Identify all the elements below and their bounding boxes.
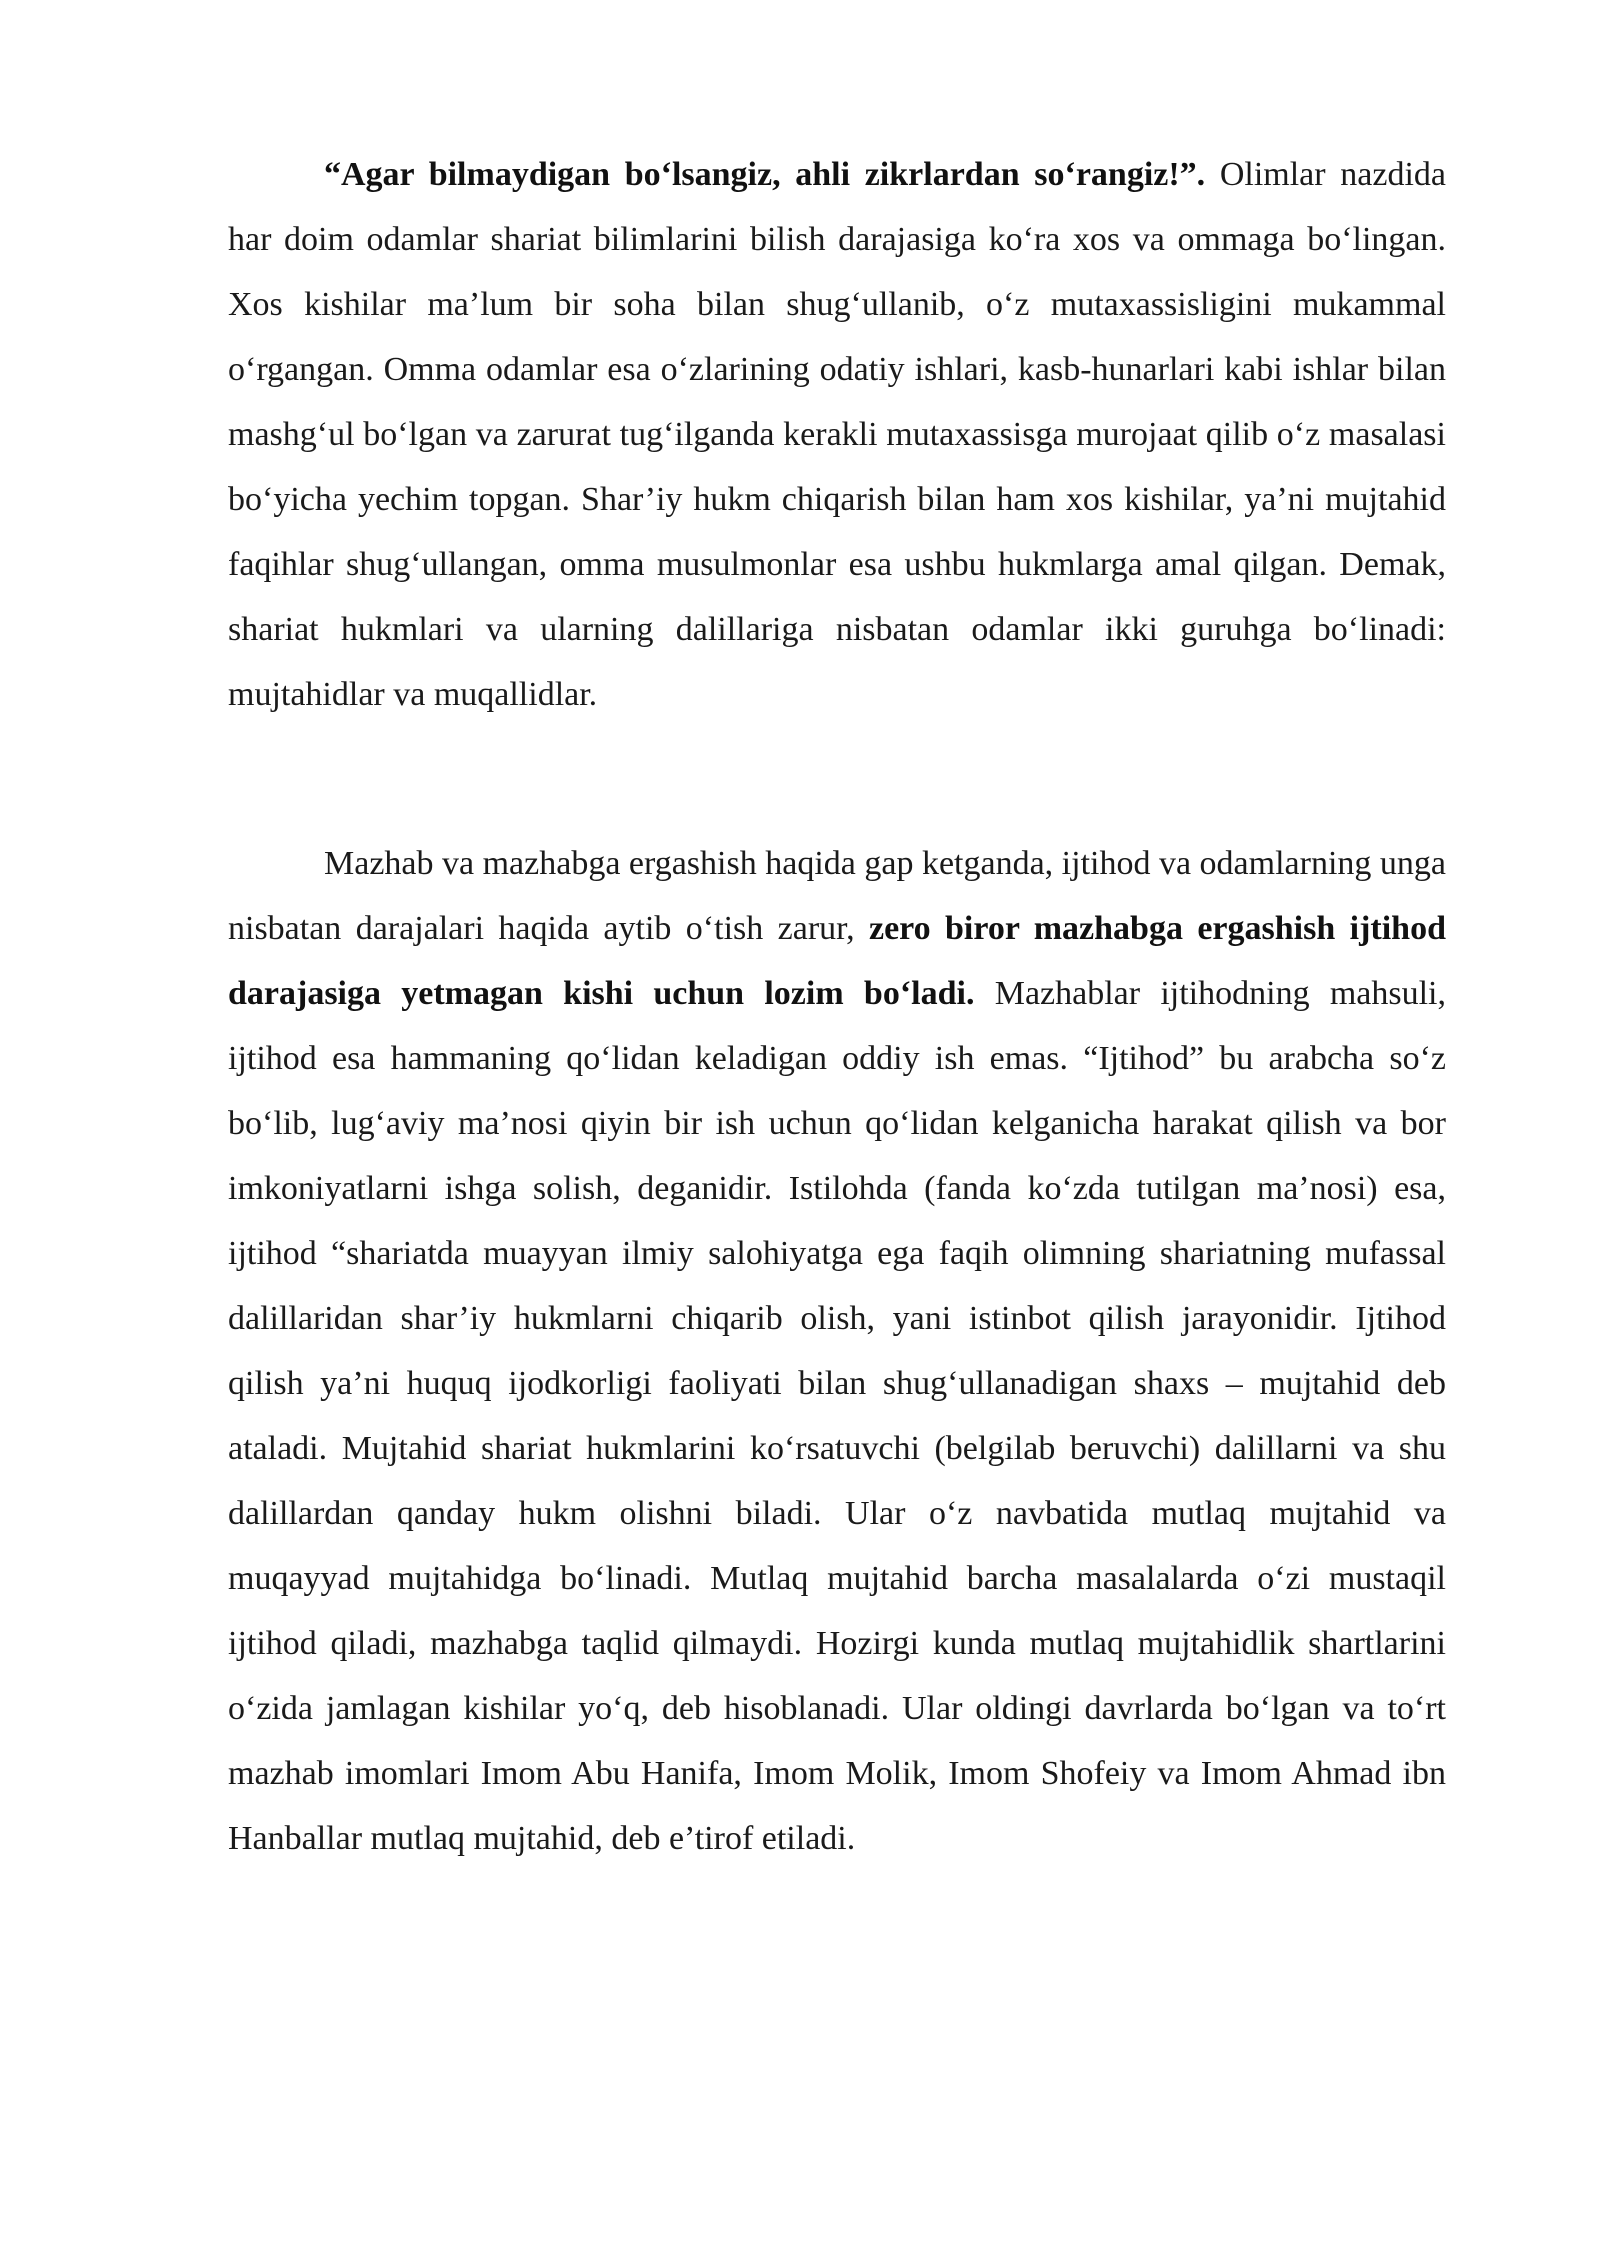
paragraph-2 xyxy=(228,831,1446,1871)
quote-bold-lead: “Agar bilmaydigan bo‘lsangiz, ahli zikrlardan so‘rangiz!”. xyxy=(324,156,1206,193)
paragraph-2-bold-statement: zero biror mazhabga ergashish ijtihod darajasiga yetmagan kishi uchun lozim bo‘ladi. xyxy=(228,910,1446,1012)
paragraph-2-text-before: Mazhab va mazhabga ergashish haqida gap ketganda, ijtihod va odamlarning unga nisbatan darajalari haqida aytib o‘tish zarur, xyxy=(228,845,1446,947)
paragraph-1 xyxy=(228,142,1446,727)
paragraph-1-text: Olimlar nazdida har doim odamlar shariat bilimlarini bilish darajasiga ko‘ra xos va ommaga bo‘lingan. Xos kishilar ma’lum bir soha bilan shug‘ullanib, o‘z mutaxassisligini mukammal o‘rgangan. Omma odamlar esa o‘zlarining odatiy ishlari, kasb-hunarlari kabi ishlar bilan mashg‘ul bo‘lgan va zarurat tug‘ilganda kerakli mutaxassisga murojaat qilib o‘z masalasi bo‘yicha yechim topgan. Shar’iy hukm chiqarish bilan ham xos kishilar, ya’ni mujtahid faqihlar shug‘ullangan, omma musulmonlar esa ushbu hukmlarga amal qilgan. Demak, shariat hukmlari va ularning dalillariga nisbatan odamlar ikki guruhga bo‘linadi: mujtahidlar va muqallidlar. xyxy=(228,156,1446,713)
paragraph-2-text-after: Mazhablar ijtihodning mahsuli, ijtihod esa hammaning qo‘lidan keladigan oddiy ish emas. “Ijtihod” bu arabcha so‘z bo‘lib, lug‘aviy ma’nosi qiyin bir ish uchun qo‘lidan kelganicha harakat qilish va bor imkoniyatlarni ishga solish, deganidir. Istilohda (fanda ko‘zda tutilgan ma’nosi) esa, ijtihod “shariatda muayyan ilmiy salohiyatga ega faqih olimning shariatning mufassal dalillaridan shar’iy hukmlarni chiqarib olish, yani istinbot qilish jarayonidir. Ijtihod qilish ya’ni huquq ijodkorligi faoliyati bilan shug‘ullanadigan shaxs – mujtahid deb ataladi. Mujtahid shariat hukmlarini ko‘rsatuvchi (belgilab beruvchi) dalillarni va shu dalillardan qanday hukm olishni biladi. Ular o‘z navbatida mutlaq mujtahid va muqayyad mujtahidga bo‘linadi. Mutlaq mujtahid barcha masalalarda o‘zi mustaqil ijtihod qiladi, mazhabga taqlid qilmaydi. Hozirgi kunda mutlaq mujtahidlik shartlarini o‘zida jamlagan kishilar yo‘q, deb hisoblanadi. Ular oldingi davrlarda bo‘lgan va to‘rt mazhab imomlari Imom Abu Hanifa, Imom Molik, Imom Shofeiy va Imom Ahmad ibn Hanballar mutlaq mujtahid, deb e’tirof etiladi. xyxy=(228,975,1446,1857)
